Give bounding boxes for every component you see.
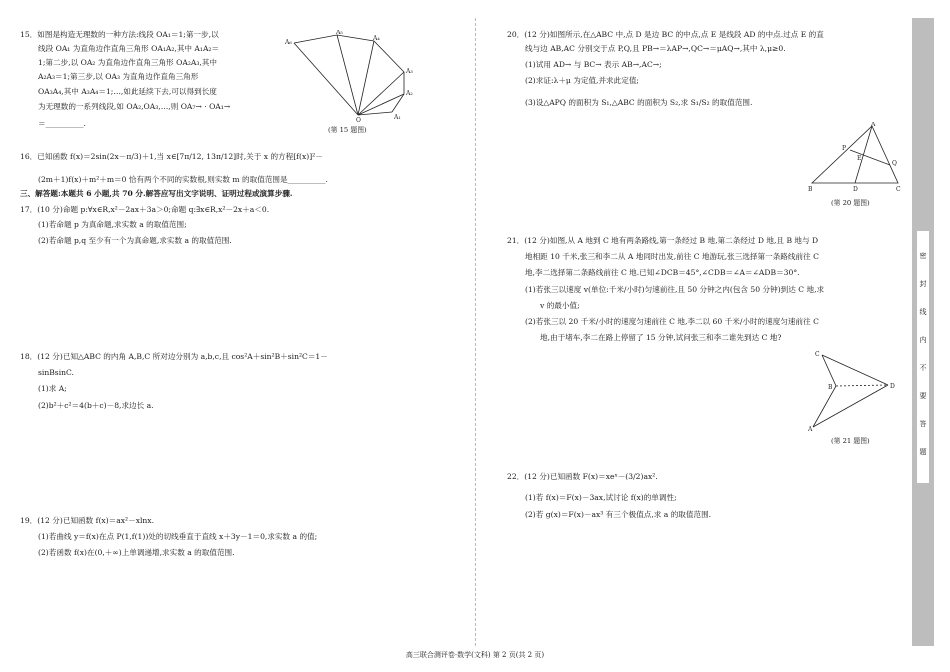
sidebar-char: 要 [919,392,927,400]
fig20-label-c: C [896,186,901,192]
page-footer: 高三联合测评卷·数学(文科) 第 2 页(共 2 页) [405,651,545,659]
figure-21-caption: (第 21 题图) [831,437,870,445]
q21-line-3: 地,李二选择第二条路线前往 C 地.已知∠DCB＝45°,∠CDB＝∠A＝∠ADB＝30°. [525,268,800,277]
q15-line-4: A₂A₃＝1;第三步,以 OA₃ 为直角边作直角三角形 [38,72,199,81]
sealing-line-notice [917,231,929,483]
q17-line-2: (1)若命题 p 为真命题,求实数 a 的取值范围; [38,220,187,229]
q16-line-2: (2m＋1)f(x)＋m²＋m＝0 恰有两个不同的实数根,则实数 m 的取值范围是__________. [38,175,328,184]
q15-line-1: 15．如图是构造无理数的一种方法:线段 OA₁＝1;第一步,以 [20,30,219,39]
q19-line-3: (2)若函数 f(x)在(0,＋∞)上单调递增,求实数 a 的取值范围. [38,548,235,557]
q15-line-3: 1;第二步,以 OA₂ 为直角边作直角三角形 OA₂A₃,其中 [38,58,217,67]
section-three-heading: 三、解答题:本题共 6 小题,共 70 分.解答应写出文字说明、证明过程或演算步骤. [20,189,293,198]
figure-20-caption: (第 20 题图) [831,199,870,207]
q21-line-1: 21．(12 分)如图,从 A 地到 C 地有两条路线,第一条经过 B 地,第二条经过 D 地,且 B 地与 D [507,236,819,245]
sidebar-char: 内 [919,336,927,344]
q18-line-1: 18．(12 分)已知△ABC 的内角 A,B,C 所对边分别为 a,b,c,且 cos²A＋sin²B＋sin²C＝1－ [20,352,328,361]
q22-line-1: 22．(12 分)已知函数 F(x)＝xeˣ－(3/2)ax². [507,472,658,481]
q20-line-4: (2)求证:λ＋μ 为定值,并求此定值; [525,76,639,85]
q15-line-5: OA₃A₄,其中 A₃A₄＝1;…,如此延续下去,可以得到长度 [38,87,217,96]
fig15-label-a1: A₁ [394,114,401,121]
fig20-label-p: P [842,145,847,152]
binding-margin-sidebar [912,18,934,646]
q21-line-5: v 的最小值; [540,301,580,310]
fig20-label-b: B [808,186,813,192]
q18-line-2: sinBsinC. [38,368,74,377]
fig15-label-a6: A₆ [285,39,292,46]
sidebar-char: 线 [919,308,927,316]
sidebar-char: 题 [919,448,927,456]
figure-20 [806,122,906,192]
fig15-label-a3: A₃ [406,68,413,75]
fig21-label-b: B [828,384,833,391]
fig15-label-a5: A₅ [336,30,343,36]
q17-line-3: (2)若命题 p,q 至少有一个为真命题,求实数 a 的取值范围. [38,236,232,245]
fig20-label-a: A [871,122,876,128]
sidebar-char: 答 [919,420,927,428]
fig15-label-a4: A₄ [373,35,380,42]
q21-line-7: 地,由于堵车,李二在路上停留了 15 分钟,试问张三和李二谁先到达 C 地? [540,333,782,342]
q19-line-2: (1)若曲线 y＝f(x)在点 P(1,f(1))处的切线垂直于直线 x＋3y－1＝0,求实数 a 的值; [38,532,318,541]
q20-line-1: 20．(12 分)如图所示,在△ABC 中,点 D 是边 BC 的中点,点 E 是线段 AD 的中点.过点 E 的直 [507,30,824,39]
fig21-label-d: D [890,383,895,390]
column-divider [475,18,476,646]
fig15-label-a2: A₂ [406,90,413,97]
q15-line-6: 为无理数的一系列线段,如 OA₂,OA₃,…,则 OA₇→ · OA₁→ [38,102,231,111]
q20-line-3: (1)试用 AD→ 与 BC→ 表示 AB→,AC→; [525,60,662,69]
q15-line-7: ＝__________. [38,119,86,128]
fig21-label-a: A [808,426,813,432]
figure-15 [282,30,422,122]
q20-line-2: 线与边 AB,AC 分别交于点 P,Q,且 PB→＝λAP→,QC→＝μAQ→,其中 λ,μ≥0. [525,44,786,53]
sidebar-char: 封 [919,280,927,288]
fig15-label-o: O [356,117,361,122]
q15-line-2: 线段 OA₁ 为直角边作直角三角形 OA₁A₂,其中 A₁A₂＝ [38,44,220,53]
figure-21 [806,348,896,432]
q21-line-6: (2)若张三以 20 千米/小时的速度匀速前往 C 地,李二以 60 千米/小时的速度匀速前往 C [525,317,819,326]
q19-line-1: 19．(12 分)已知函数 f(x)＝ax²－xlnx. [20,516,154,525]
fig21-label-c: C [815,351,820,358]
fig20-label-d: D [853,186,858,192]
fig20-label-e: E [857,155,862,162]
sidebar-char: 密 [919,252,927,260]
q16-line-1: 16．已知函数 f(x)＝2sin(2x－π/3)＋1,当 x∈[7π/12, 13π/12]时,关于 x 的方程[f(x)]²－ [20,152,323,161]
q21-line-4: (1)若张三以速度 v(单位:千米/小时)匀速前往,且 50 分钟之内(包含 50 分钟)到达 C 地,求 [525,285,825,294]
figure-15-caption: (第 15 题图) [328,126,367,134]
sidebar-char: 不 [919,364,927,372]
q18-line-3: (1)求 A; [38,384,67,393]
q17-line-1: 17．(10 分)命题 p:∀x∈R,x²－2ax＋3a＞0;命题 q:∃x∈R,x²－2x＋a＜0. [20,205,270,214]
q20-line-5: (3)设△APQ 的面积为 S₁,△ABC 的面积为 S₂,求 S₁/S₂ 的取值范围. [525,98,753,107]
q21-line-2: 地相距 10 千米,张三和李二从 A 地同时出发,前往 C 地游玩,张三选择第一条路线前往 C [525,252,819,261]
q22-line-2: (1)若 f(x)＝F(x)－3ax,试讨论 f(x)的单调性; [525,493,677,502]
q18-line-4: (2)b²＋c²＝4(b＋c)－8,求边长 a. [38,401,154,410]
fig20-label-q: Q [892,160,897,167]
q22-line-3: (2)若 g(x)＝F(x)－ax³ 有三个极值点,求 a 的取值范围. [525,510,712,519]
